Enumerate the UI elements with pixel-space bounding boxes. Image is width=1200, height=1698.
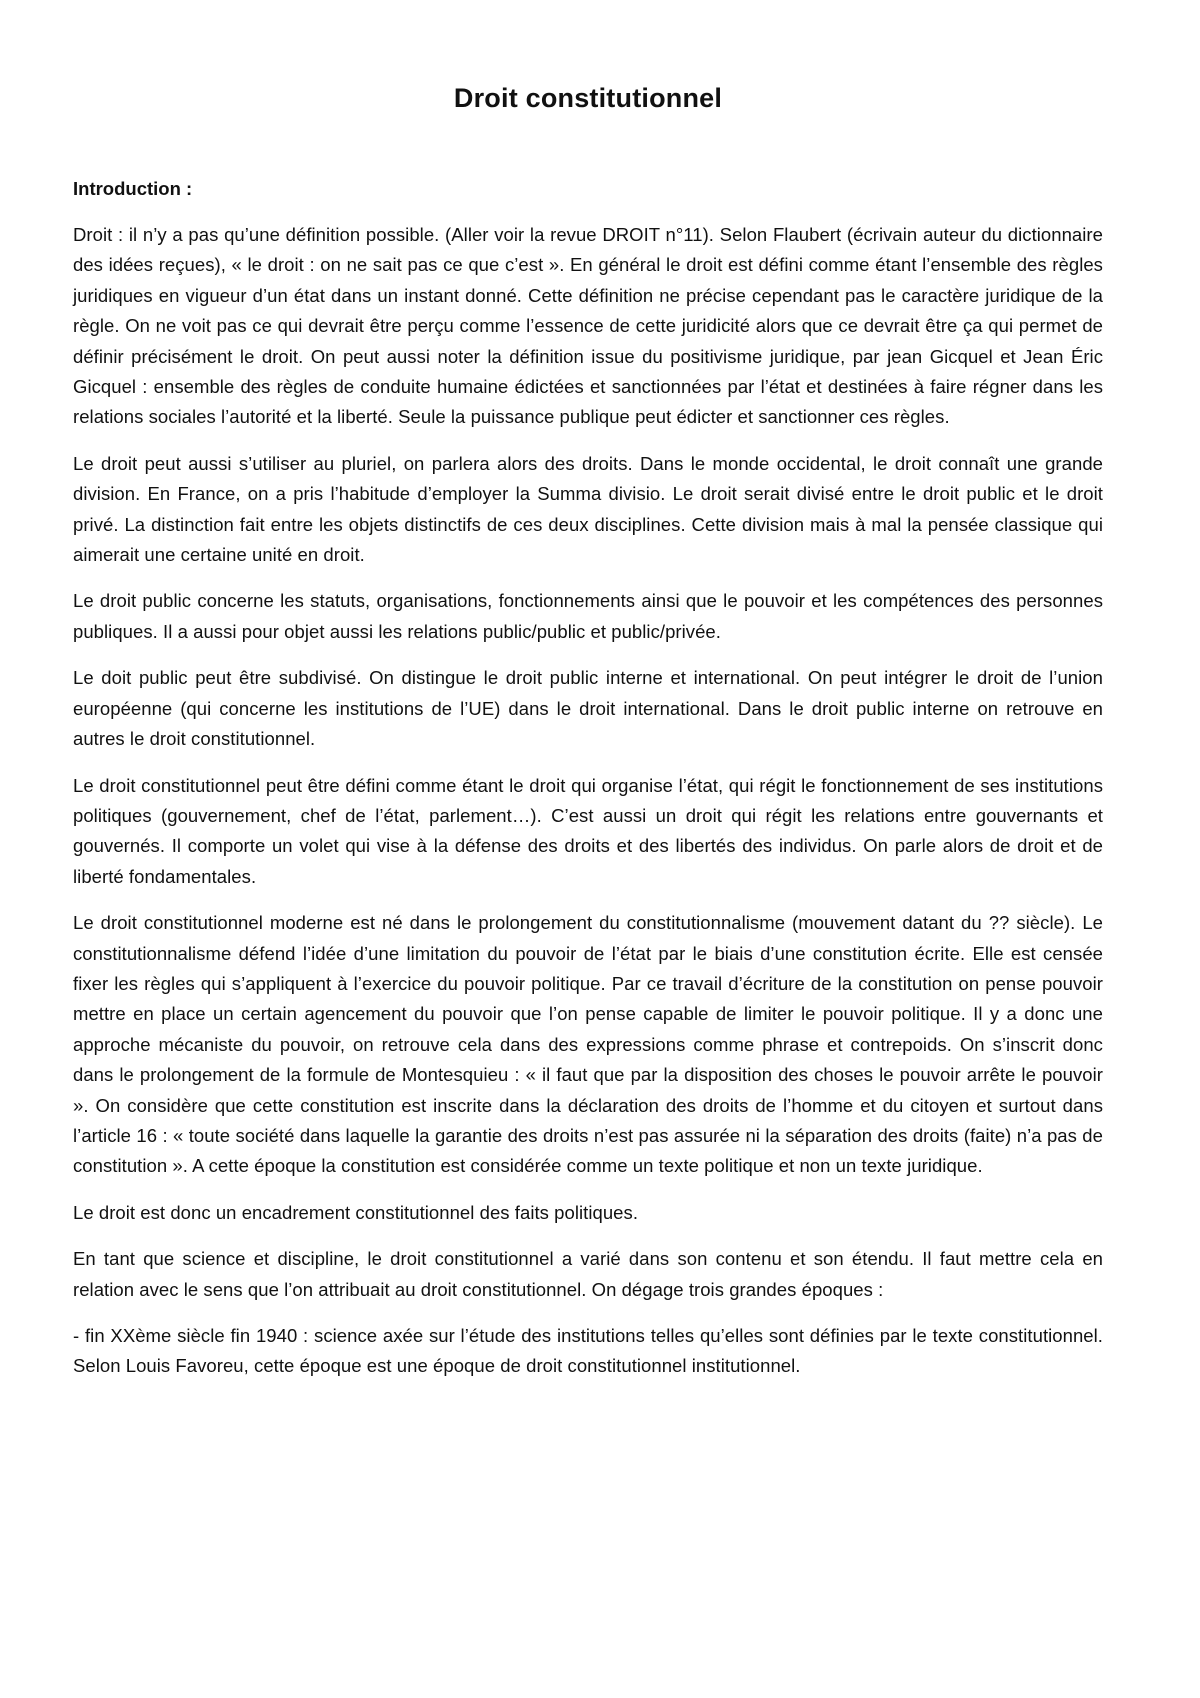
paragraph-spacer <box>73 433 1103 449</box>
paragraph-epoque-institutionnelle: - fin XXème siècle fin 1940 : science axée sur l’étude des institutions telles qu’elles sont définies par le texte constitutionnel. Selon Louis Favoreu, cette époque est une époque de droit constitutionnel institutionnel. <box>73 1325 1103 1377</box>
paragraph-spacer <box>73 755 1103 771</box>
paragraph-spacer <box>73 1182 1103 1198</box>
document-title: Droit constitutionnel <box>453 83 723 113</box>
paragraph-spacer <box>73 204 1103 220</box>
paragraph-spacer <box>73 892 1103 908</box>
paragraph-constitutionnalisme: Le droit constitutionnel moderne est né dans le prolongement du constitutionnalisme (mouvement datant du ?? siècle). Le constitutionnalisme défend l’idée d’une limitation du pouvoir de l’état par le biais d’une constitution écrite. Elle est censée fixer les règles qui s’appliquent à l’exercice du pouvoir politique. Par ce travail d’écriture de la constitution on pense pouvoir mettre en place un certain agencement du pouvoir que l’on pense capable de limiter le pouvoir politique. Il y a donc une approche mécaniste du pouvoir, on retrouve cela dans des expressions comme phrase et contrepoids. On s’inscrit donc dans le prolongement de la formule de Montesquieu : « il faut que par la disposition des choses le pouvoir arrête le pouvoir ». On considère que cette constitution est inscrite dans la déclaration des droits de l’homme et du citoyen et surtout dans l’article 16 : « toute société dans laquelle la garantie des droits n’est pas assurée ni la séparation des droits (faite) n’a pas de constitution ». A cette époque la constitution est considérée comme un texte politique et non un texte juridique. <box>73 912 1103 1177</box>
paragraph-spacer <box>73 570 1103 586</box>
section-heading-introduction: Introduction : <box>73 178 193 199</box>
document-page <box>73 0 1103 1382</box>
paragraph-spacer <box>73 647 1103 663</box>
paragraph-subdivision: Le doit public peut être subdivisé. On distingue le droit public interne et international. On peut intégrer le droit de l’union européenne (qui concerne les institutions de l’UE) dans le droit international. Dans le droit public interne on retrouve en autres le droit constitutionnel. <box>73 667 1103 750</box>
paragraph-droit-pluriel: Le droit peut aussi s’utiliser au pluriel, on parlera alors des droits. Dans le monde occidental, le droit connaît une grande division. En France, on a pris l’habitude d’employer la Summa divisio. Le droit serait divisé entre le droit public et le droit privé. La distinction fait entre les objets distinctifs de ces deux disciplines. Cette division mais à mal la pensée classique qui aimerait une certaine unité en droit. <box>73 452 1103 566</box>
paragraph-definition-droit-constitutionnel: Le droit constitutionnel peut être défini comme étant le droit qui organise l’état, qui régit le fonctionnement de ses institutions politiques (gouvernement, chef de l’état, parlement…). C’est aussi un droit qui régit les relations entre gouvernants et gouvernés. Il comporte un volet qui vise à la défense des droits et des libertés des individus. On parle alors de droit et de liberté fondamentales. <box>73 774 1103 887</box>
paragraph-trois-epoques: En tant que science et discipline, le droit constitutionnel a varié dans son contenu et son étendu. Il faut mettre cela en relation avec le sens que l’on attribuait au droit constitutionnel. On dégage trois grandes époques : <box>73 1248 1103 1300</box>
paragraph-droit-public: Le droit public concerne les statuts, organisations, fonctionnements ainsi que le pouvoir et les compétences des personnes publiques. Il a aussi pour objet aussi les relations public/public et public/privée. <box>73 590 1103 642</box>
paragraph-spacer <box>73 1305 1103 1321</box>
paragraph-definition-droit: Droit : il n’y a pas qu’une définition possible. (Aller voir la revue DROIT n°11). Selon Flaubert (écrivain auteur du dictionnaire des idées reçues), « le droit : on ne sait pas ce que c’est ». En général le droit est défini comme étant l’ensemble des règles juridiques en vigueur d’un état dans un instant donné. Cette définition ne précise cependant pas le caractère juridique de la règle. On ne voit pas ce qui devrait être perçu comme l’essence de cette juridicité alors que ce devrait être ça qui permet de définir précisément le droit. On peut aussi noter la définition issue du positivisme juridique, par jean Gicquel et Jean Éric Gicquel : ensemble des règles de conduite humaine édictées et sanctionnées par l’état et destinées à faire régner dans les relations sociales l’autorité et la liberté. Seule la puissance publique peut édicter et sanctionner ces règles. <box>73 224 1103 428</box>
paragraph-encadrement: Le droit est donc un encadrement constitutionnel des faits politiques. <box>73 1201 639 1223</box>
paragraph-spacer <box>73 1228 1103 1244</box>
